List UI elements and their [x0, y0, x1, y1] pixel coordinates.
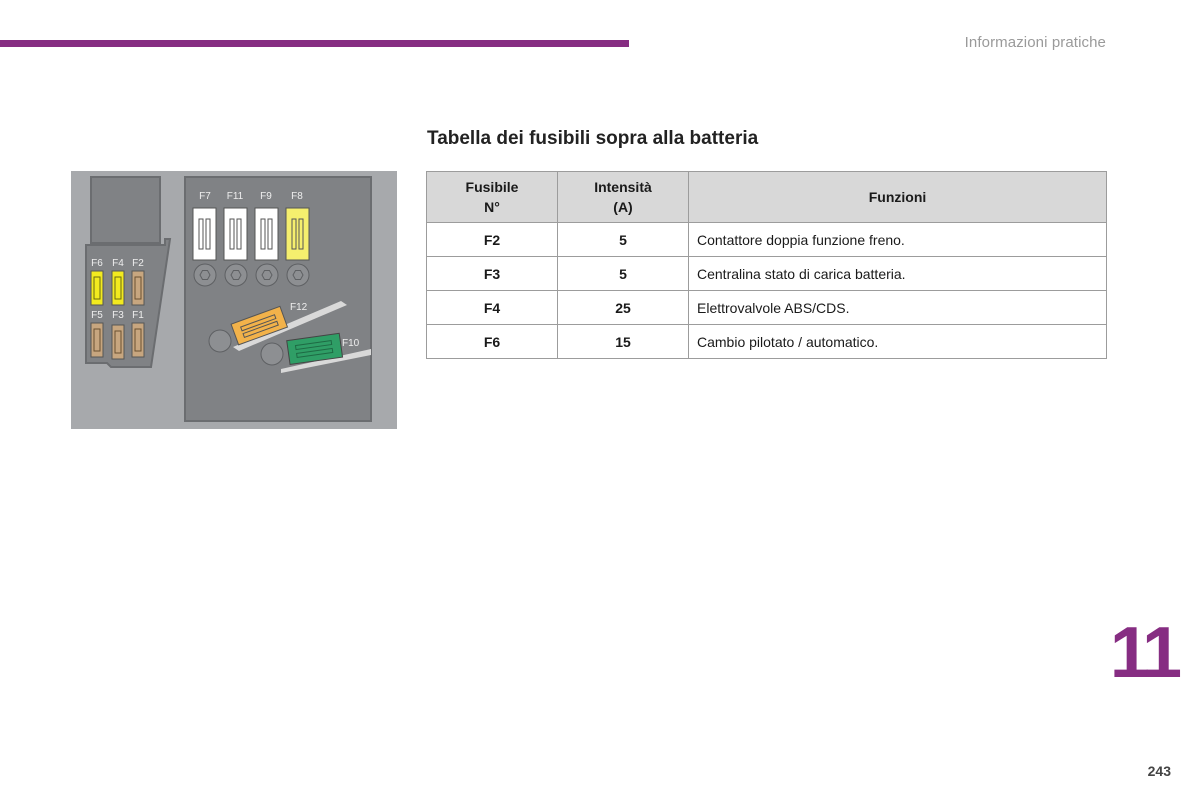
cell-amperage: 15: [558, 325, 689, 359]
label-f9: F9: [260, 191, 272, 202]
cell-function: Elettrovalvole ABS/CDS.: [689, 291, 1107, 325]
header-amp-line2: (A): [613, 199, 633, 215]
upper-block: [91, 177, 160, 243]
fuse-table: [426, 171, 1107, 359]
header-accent-bar: [0, 40, 629, 47]
cell-function: Centralina stato di carica batteria.: [689, 257, 1107, 291]
cell-fuse: F4: [427, 291, 558, 325]
fuse-f9: [255, 208, 278, 260]
socket-f10: [261, 343, 283, 365]
page-number: 243: [1147, 763, 1171, 779]
label-f2: F2: [132, 258, 144, 269]
label-f12: F12: [290, 302, 308, 313]
label-f11: F11: [226, 191, 244, 202]
fuse-f1: [132, 323, 144, 357]
fuse-f5: [91, 323, 103, 357]
table-header-row: [427, 172, 1107, 223]
label-f4: F4: [112, 258, 124, 269]
cell-amperage: 25: [558, 291, 689, 325]
label-f3: F3: [112, 310, 124, 321]
cell-function: Cambio pilotato / automatico.: [689, 325, 1107, 359]
page-heading: Tabella dei fusibili sopra alla batteria: [427, 128, 759, 149]
cell-fuse: F3: [427, 257, 558, 291]
fuse-f7: [193, 208, 216, 260]
table-row: [427, 291, 1107, 325]
label-f7: F7: [199, 191, 211, 202]
label-f6: F6: [91, 258, 103, 269]
fuse-box-diagram: [71, 171, 397, 429]
fuse-f11: [224, 208, 247, 260]
chapter-number: 11: [1109, 613, 1178, 693]
section-title: Informazioni pratiche: [964, 34, 1106, 51]
cell-fuse: F2: [427, 223, 558, 257]
header-amp-line1: Intensità: [594, 179, 652, 195]
cell-function: Contattore doppia funzione freno.: [689, 223, 1107, 257]
fuse-f3: [112, 325, 124, 359]
cell-fuse: F6: [427, 325, 558, 359]
header-fuse-line2: N°: [484, 199, 500, 215]
fuse-f2: [132, 271, 144, 305]
label-f8: F8: [291, 191, 303, 202]
table-row: [427, 325, 1107, 359]
label-f1: F1: [132, 310, 144, 321]
fuse-f4: [112, 271, 124, 305]
header-amperage: [558, 172, 689, 223]
cell-amperage: 5: [558, 257, 689, 291]
header-functions: Funzioni: [689, 172, 1107, 223]
fuse-f8: [286, 208, 309, 260]
header-fuse: [427, 172, 558, 223]
cell-amperage: 5: [558, 223, 689, 257]
socket-f12: [209, 330, 231, 352]
header-fuse-line1: Fusibile: [465, 179, 519, 195]
table-row: [427, 257, 1107, 291]
table-row: [427, 223, 1107, 257]
label-f5: F5: [91, 310, 103, 321]
fuse-f6: [91, 271, 103, 305]
label-f10: F10: [342, 338, 360, 349]
